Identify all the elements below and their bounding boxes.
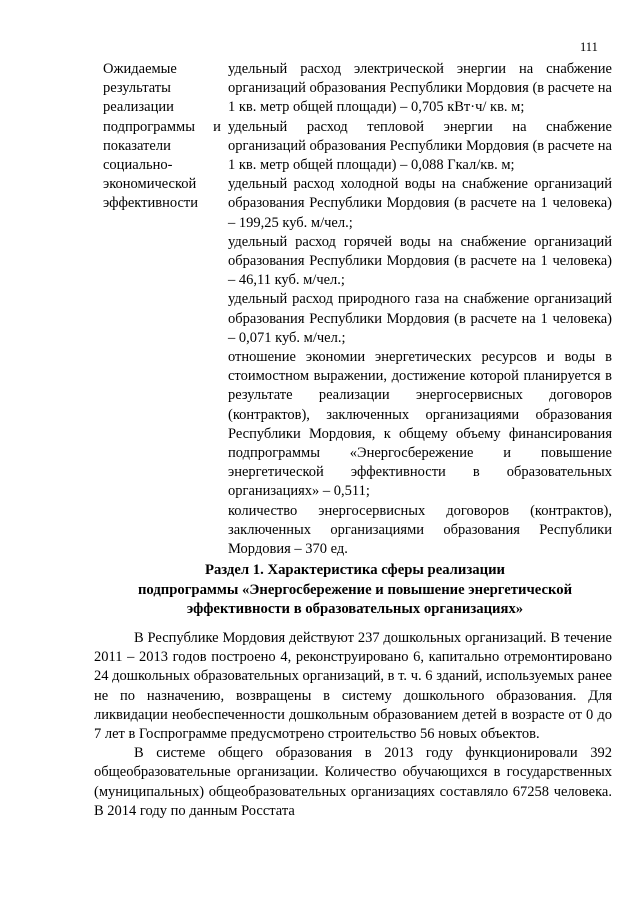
- expected-results-row: [103, 60, 612, 559]
- expected-results-values: [228, 60, 612, 559]
- label-line: эффективности: [103, 195, 198, 212]
- body-text: [94, 629, 612, 821]
- label-line: реализации: [103, 99, 174, 116]
- expected-results-label: [103, 60, 228, 559]
- label-line: социально-: [103, 157, 173, 174]
- label-line: показатели: [103, 137, 171, 154]
- indicator-hot-water: удельный расход горячей воды на снабжение организаций образования Республики Мордовия (в расчете на 1 человека) – 46,11 куб. м/чел.;: [228, 233, 612, 289]
- heading-line: Раздел 1. Характеристика сферы реализации: [204, 562, 506, 578]
- indicator-cold-water: удельный расход холодной воды на снабжение организаций образования Республики Мордовия (в расчете на 1 человека) – 199,25 куб. м/чел.;: [228, 176, 612, 231]
- indicator-savings-ratio: отношение экономии энергетических ресурсов и воды в стоимостном выражении, достижение которой планируется в результате реализации энергосервисных договоров (контрактов), заключенных организациями образования Республики Мордовия, к общему объему финансирования подпрограммы «Энергосбережение и повышение энергетической эффективности в образовательных организациях» – 0,511;: [228, 349, 612, 500]
- indicator-heat: удельный расход тепловой энергии на снабжение организаций образования Республики Мордовия (в расчете на 1 кв. метр общей площади) – 0,088 Гкал/кв. м;: [228, 118, 612, 174]
- paragraph-preschool: В Республике Мордовия действуют 237 дошкольных организаций. В течение 2011 – 2013 годов построено 4, реконструировано 6, капитально отремонтировано 24 дошкольных образовательных организаций, в т. ч. 6 зданий, используемых ранее не по назначению, возвращены в систему дошкольного образования. Для ликвидации необеспеченности дошкольным образованием детей в возрасте от 0 до 7 лет в Госпрограмме предусмотрено строительство 56 новых объектов.: [94, 630, 612, 743]
- expected-results-table: [103, 60, 612, 559]
- heading-line: эффективности в образовательных организациях»: [186, 601, 524, 617]
- label-line: результаты: [103, 80, 171, 97]
- heading-line: подпрограммы «Энергосбережение и повышение энергетической: [137, 581, 573, 598]
- label-line: Ожидаемые: [103, 61, 177, 77]
- section-heading: [90, 561, 620, 620]
- label-line: экономической: [103, 176, 197, 193]
- label-line: подпрограммы и: [103, 118, 221, 135]
- page-number: 111: [580, 40, 598, 54]
- indicator-electricity: удельный расход электрической энергии на снабжение организаций образования Республики Мордовия (в расчете на 1 кв. метр общей площади) – 0,705 кВт·ч/ кв. м;: [228, 61, 612, 116]
- paragraph-general-education: В системе общего образования в 2013 году функционировали 392 общеобразовательные организации. Количество обучающихся в государственных (муниципальных) общеобразовательных организациях составляло 67258 человека. В 2014 году по данным Росстата: [94, 745, 612, 819]
- indicator-natural-gas: удельный расход природного газа на снабжение организаций образования Республики Мордовия (в расчете на 1 человека) – 0,071 куб. м/чел.;: [228, 291, 612, 346]
- indicator-contracts-count: количество энергосервисных договоров (контрактов), заключенных организациями образования Республики Мордовия – 370 ед.: [228, 502, 612, 558]
